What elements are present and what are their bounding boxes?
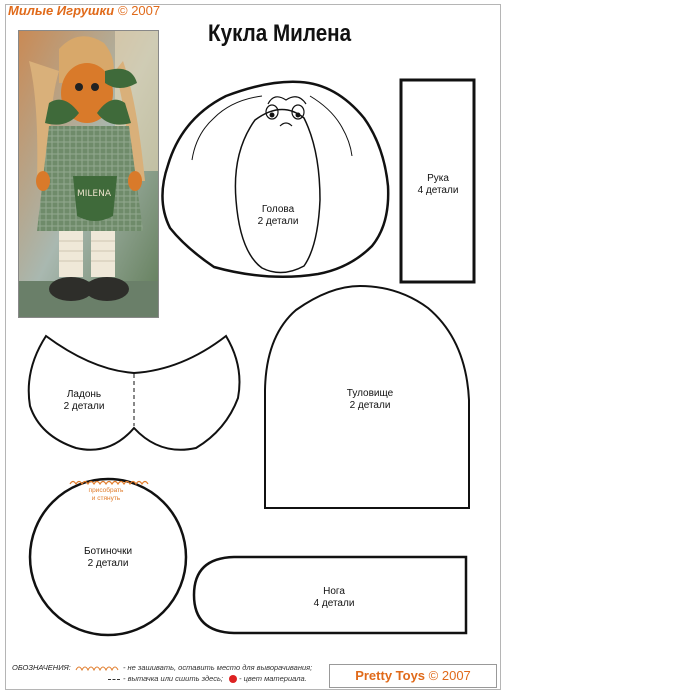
boot-name: Ботиночки <box>83 546 133 557</box>
running-stitch-icon <box>75 664 119 672</box>
footer-brand-box <box>329 664 497 688</box>
torso-count: 2 детали <box>349 400 391 411</box>
legend-line-2a: - вытачка или сшить здесь; <box>123 674 224 683</box>
boot-note-2: и стянуть <box>91 495 121 502</box>
boot-count: 2 детали <box>87 558 129 569</box>
footer-brand: Pretty Toys <box>355 668 426 683</box>
head-piece <box>162 82 388 277</box>
brand-year: © 2007 <box>118 3 161 18</box>
legend-row-1 <box>12 662 328 673</box>
material-color-icon <box>229 675 237 683</box>
palm-piece <box>29 336 240 450</box>
legend-row-2 <box>12 673 328 684</box>
leg-piece <box>194 557 466 633</box>
arm-name: Рука <box>427 173 449 184</box>
legend-heading: ОБОЗНАЧЕНИЯ: <box>12 663 71 672</box>
boot-note-1: присобрать <box>88 487 124 494</box>
head-name: Голова <box>261 204 295 215</box>
footer-year: © 2007 <box>428 668 471 683</box>
legend-line-2b: - цвет материала. <box>239 674 307 683</box>
brand-name: Милые Игрушки <box>8 3 115 18</box>
legend-line-1: - не зашивать, оставить место для выворачивания; <box>122 663 313 672</box>
svg-text:MILENA: MILENA <box>77 189 112 199</box>
torso-piece <box>265 286 469 508</box>
legend <box>12 662 328 686</box>
torso-name: Туловище <box>346 388 394 399</box>
arm-count: 4 детали <box>417 185 459 196</box>
dash-line-icon <box>108 679 120 680</box>
head-count: 2 детали <box>257 216 299 227</box>
arm-piece <box>401 80 474 282</box>
boot-piece <box>30 479 186 635</box>
palm-count: 2 детали <box>63 401 105 412</box>
palm-name: Ладонь <box>66 389 102 400</box>
page-title: Кукла Милена <box>208 20 352 47</box>
leg-count: 4 детали <box>313 598 355 609</box>
leg-name: Нога <box>323 586 345 597</box>
